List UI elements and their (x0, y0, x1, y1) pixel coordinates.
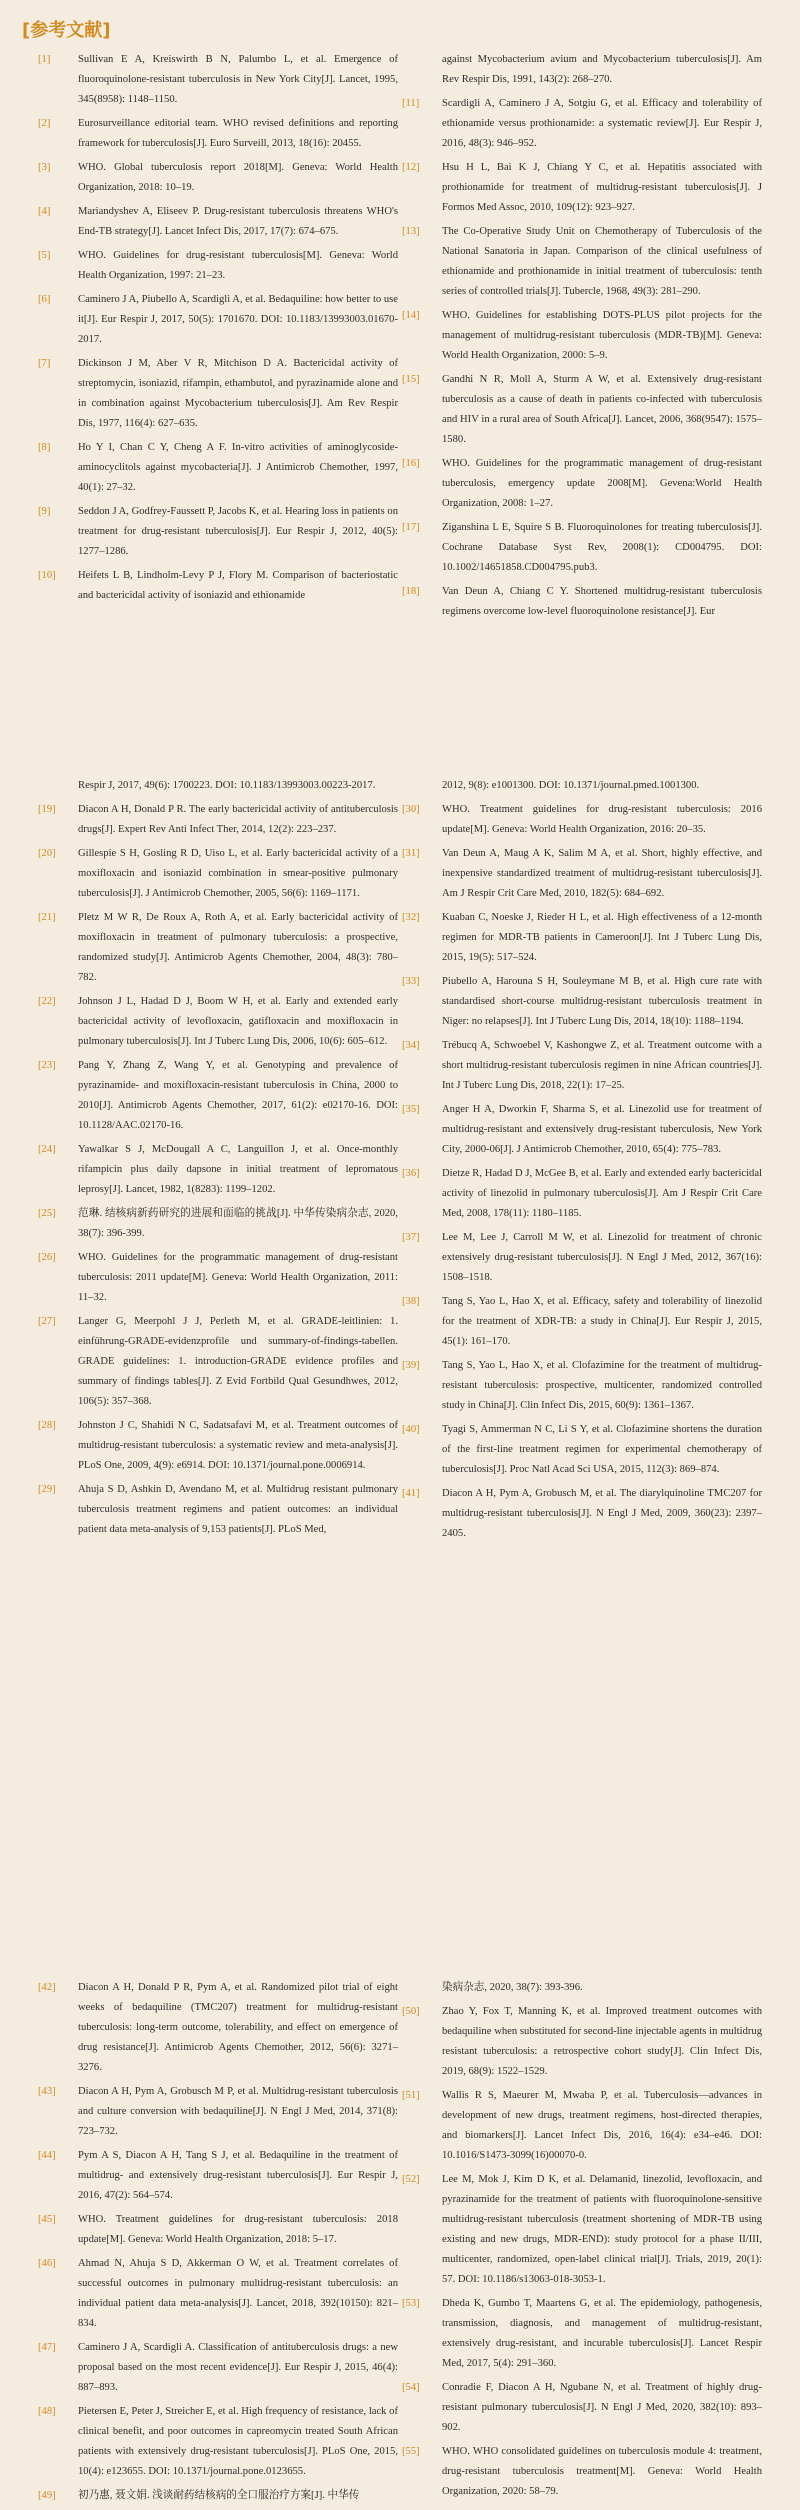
reference-number: [45] (38, 2214, 56, 2225)
reference-text: WHO. Treatment guidelines for drug-resistant tuberculosis: 2016 update[M]. Geneva: World Health Organization, 2016: 20–35. (442, 804, 762, 835)
reference-entry (38, 246, 398, 286)
reference-text: Kuaban C, Noeske J, Rieder H L, et al. High effectiveness of a 12-month regimen for MDR-TB patients in Cameroon[J]. Int J Tuberc Lung Dis, 2015, 19(5): 517–524. (442, 912, 762, 963)
reference-number: [42] (38, 1982, 56, 1993)
reference-number: [25] (38, 1208, 56, 1219)
reference-number: [27] (38, 1316, 56, 1327)
section-1-left-column (38, 50, 398, 610)
reference-text: Zhao Y, Fox T, Manning K, et al. Improved treatment outcomes with bedaquiline when substituted for second-line injectable agents in multidrug resistant tuberculosis: a retrospective cohort study[J]. Clin Infect Dis, 2019, 68(9): 1522–1529. (442, 2006, 762, 2077)
reference-number: [38] (402, 1296, 420, 1307)
reference-number: [9] (38, 506, 51, 517)
reference-text: Pletz M W R, De Roux A, Roth A, et al. Early bactericidal activity of moxifloxacin in treatment of pulmonary tuberculosis: a prospective, randomized study[J]. Antimicrob Agents Chemother, 2004, 48(3): 780–782. (78, 912, 398, 983)
reference-text: Van Deun A, Maug A K, Salim M A, et al. Short, highly effective, and inexpensive standardized treatment of multidrug-resistant tuberculosis[J]. Am J Respir Crit Care Med, 2010, 182(5): 684–692. (442, 848, 762, 899)
reference-number: [26] (38, 1252, 56, 1263)
reference-text: Caminero J A, Piubello A, Scardigli A, et al. Bedaquiline: how better to use it[J]. Eur Respir J, 2017, 50(5): 1701670. DOI: 10.1183/13993003.01670-2017. (78, 294, 398, 345)
reference-entry (38, 800, 398, 840)
reference-text: WHO. Treatment guidelines for drug-resistant tuberculosis: 2018 update[M]. Geneva: World Health Organization, 2018: 5–17. (78, 2214, 398, 2245)
reference-number: [8] (38, 442, 51, 453)
reference-entry (38, 438, 398, 498)
reference-text: Hsu H L, Bai K J, Chiang Y C, et al. Hepatitis associated with prothionamide for treatment of multidrug-resistant tuberculosis[J]. J Formos Med Assoc, 2010, 109(12): 923–927. (442, 162, 762, 213)
reference-number: [46] (38, 2258, 56, 2269)
reference-text: Trébucq A, Schwoebel V, Kashongwe Z, et al. Treatment outcome with a short multidrug-resistant tuberculosis regimen in nine African countries[J]. Int J Tuberc Lung Dis, 2018, 22(1): 17–25. (442, 1040, 762, 1091)
reference-text: Dietze R, Hadad D J, McGee B, et al. Early and extended early bactericidal activity of linezolid in pulmonary tuberculosis[J]. Am J Respir Crit Care Med, 2008, 178(11): 1180–1185. (442, 1168, 762, 1219)
reference-number: [3] (38, 162, 51, 173)
references-heading: [参考文献] (22, 20, 111, 41)
reference-text: Ahmad N, Ahuja S D, Akkerman O W, et al. Treatment correlates of successful outcomes in pulmonary multidrug-resistant tuberculosis: an individual patient data meta-analysis[J]. Lancet, 2018, 392(10150): 821–834. (78, 2258, 398, 2329)
reference-entry (38, 1978, 398, 2078)
reference-number: [23] (38, 1060, 56, 1071)
reference-entry (402, 2294, 762, 2374)
reference-continuation (402, 50, 762, 90)
reference-continuation (402, 1978, 762, 1998)
reference-number: [37] (402, 1232, 420, 1243)
reference-entry (38, 2402, 398, 2482)
reference-entry (402, 582, 762, 622)
reference-entry (38, 290, 398, 350)
reference-number: [10] (38, 570, 56, 581)
reference-text: Caminero J A, Scardigli A. Classification of antituberculosis drugs: a new proposal based on the most recent evidence[J]. Eur Respir J, 2015, 46(4): 887–893. (78, 2342, 398, 2393)
reference-entry (402, 1100, 762, 1160)
reference-text: Anger H A, Dworkin F, Sharma S, et al. Linezolid use for treatment of multidrug-resistant and extensively drug-resistant tuberculosis, New York City, 2000-06[J]. J Antimicrob Chemother, 2010, 65(4): 775–783. (442, 1104, 762, 1155)
reference-text: WHO. Global tuberculosis report 2018[M]. Geneva: World Health Organization, 2018: 10–19. (78, 162, 398, 193)
reference-number: [5] (38, 250, 51, 261)
reference-entry (38, 2210, 398, 2250)
reference-entry (38, 844, 398, 904)
reference-text: Tang S, Yao L, Hao X, et al. Efficacy, safety and tolerability of linezolid for the treatment of XDR-TB: a study in China[J]. Eur Respir J, 2015, 45(1): 161–170. (442, 1296, 762, 1347)
reference-text: Tyagi S, Ammerman N C, Li S Y, et al. Clofazimine shortens the duration of the first-line treatment regimen for experimental chemotherapy of tuberculosis[J]. Proc Natl Acad Sci USA, 2015, 112(3): 869–874. (442, 1424, 762, 1475)
reference-entry (402, 370, 762, 450)
reference-entry (402, 2442, 762, 2502)
reference-number: [17] (402, 522, 420, 533)
reference-entry (38, 2486, 398, 2506)
reference-number: [4] (38, 206, 51, 217)
reference-number: [44] (38, 2150, 56, 2161)
reference-text: Sullivan E A, Kreiswirth B N, Palumbo L, et al. Emergence of fluoroquinolone-resistant tuberculosis in New York City[J]. Lancet, 1995, 345(8958): 1148–1150. (78, 54, 398, 105)
reference-text: Dheda K, Gumbo T, Maartens G, et al. The epidemiology, pathogenesis, transmission, diagnosis, and management of multidrug-resistant, extensively drug-resistant, and incurable tuberculosis[J]. Lancet Respir Med, 2017, 5(4): 291–360. (442, 2298, 762, 2369)
reference-entry (38, 1056, 398, 1136)
reference-text: WHO. Guidelines for the programmatic management of drug-resistant tuberculosis: 2011 update[M]. Geneva: World Health Organization, 2011: 11–32. (78, 1252, 398, 1303)
reference-text: 初乃惠, 聂文娟. 浅谈耐药结核病的全口服治疗方案[J]. 中华传 (78, 2490, 360, 2501)
reference-entry (402, 2378, 762, 2438)
reference-text: Pietersen E, Peter J, Streicher E, et al. High frequency of resistance, lack of clinical benefit, and poor outcomes in capreomycin treated South African patients with extensively drug-resistant tuberculosis[J]. PLoS One, 2015, 10(4): e123655. DOI: 10.1371/journal.pone.0123655. (78, 2406, 398, 2477)
reference-number: [24] (38, 1144, 56, 1155)
reference-number: [6] (38, 294, 51, 305)
reference-text: 染病杂志, 2020, 38(7): 393-396. (442, 1982, 583, 1993)
reference-number: [35] (402, 1104, 420, 1115)
reference-number: [40] (402, 1424, 420, 1435)
reference-text: Diacon A H, Pym A, Grobusch M P, et al. Multidrug-resistant tuberculosis and culture conversion with bedaquiline[J]. N Engl J Med, 2014, 371(8): 723–732. (78, 2086, 398, 2137)
reference-number: [52] (402, 2174, 420, 2185)
reference-entry (38, 1140, 398, 1200)
reference-entry (402, 2170, 762, 2290)
reference-entry (402, 306, 762, 366)
reference-text: Diacon A H, Donald P R. The early bactericidal activity of antituberculosis drugs[J]. Expert Rev Anti Infect Ther, 2014, 12(2): 223–237. (78, 804, 398, 835)
reference-number: [28] (38, 1420, 56, 1431)
reference-number: [29] (38, 1484, 56, 1495)
reference-entry (38, 1416, 398, 1476)
reference-number: [32] (402, 912, 420, 923)
reference-text: Ahuja S D, Ashkin D, Avendano M, et al. Multidrug resistant pulmonary tuberculosis treatment regimens and patient outcomes: an individual patient data meta-analysis of 9,153 patients[J]. PLoS Med, (78, 1484, 398, 1535)
reference-number: [43] (38, 2086, 56, 2097)
reference-entry (38, 1312, 398, 1412)
reference-text: Van Deun A, Chiang C Y. Shortened multidrug-resistant tuberculosis regimens overcome low-level fluoroquinolone resistance[J]. Eur (442, 586, 762, 617)
reference-number: [41] (402, 1488, 420, 1499)
reference-text: Piubello A, Harouna S H, Souleymane M B, et al. High cure rate with standardised short-course multidrug-resistant tuberculosis treatment in Niger: no relapses[J]. Int J Tuberc Lung Dis, 2014, 18(10): 1188–1194. (442, 976, 762, 1027)
reference-text: Seddon J A, Godfrey-Faussett P, Jacobs K, et al. Hearing loss in patients on treatment for drug-resistant tuberculosis[J]. Eur Respir J, 2012, 40(5): 1277–1286. (78, 506, 398, 557)
reference-text: WHO. WHO consolidated guidelines on tuberculosis module 4: treatment, drug-resistant tuberculosis treatment[M]. Geneva: World Health Organization, 2020: 58–79. (442, 2446, 762, 2497)
reference-entry (38, 1204, 398, 1244)
reference-number: [50] (402, 2006, 420, 2017)
reference-number: [11] (402, 98, 420, 109)
reference-number: [14] (402, 310, 420, 321)
reference-entry (38, 566, 398, 606)
reference-text: Respir J, 2017, 49(6): 1700223. DOI: 10.1183/13993003.00223-2017. (78, 780, 376, 791)
reference-entry (402, 2086, 762, 2166)
reference-text: Wallis R S, Maeurer M, Mwaba P, et al. Tuberculosis—advances in development of new drugs, treatment regimens, host-directed therapies, and biomarkers[J]. Lancet Infect Dis, 2016, 16(4): e34–e46. DOI: 10.1016/S1473-3099(16)00070-0. (442, 2090, 762, 2161)
reference-entry (38, 114, 398, 154)
reference-text: WHO. Guidelines for establishing DOTS-PLUS pilot projects for the management of multidrug-resistant tuberculosis (MDR-TB)[M]. Geneva: World Health Organization, 2000: 5–9. (442, 310, 762, 361)
reference-entry (402, 1292, 762, 1352)
reference-number: [48] (38, 2406, 56, 2417)
reference-entry (402, 844, 762, 904)
reference-number: [39] (402, 1360, 420, 1371)
reference-continuation (402, 776, 762, 796)
reference-entry (402, 222, 762, 302)
reference-number: [1] (38, 54, 51, 65)
reference-number: [20] (38, 848, 56, 859)
reference-number: [18] (402, 586, 420, 597)
reference-number: [2] (38, 118, 51, 129)
reference-text: Diacon A H, Donald P R, Pym A, et al. Randomized pilot trial of eight weeks of bedaquiline (TMC207) treatment for multidrug-resistant tuberculosis: long-term outcome, tolerability, and effect on emergence of drug resistance[J]. Antimicrob Agents Chemother, 2012, 56(6): 3271–3276. (78, 1982, 398, 2073)
reference-entry (38, 354, 398, 434)
reference-text: Ho Y I, Chan C Y, Cheng A F. In-vitro activities of aminoglycoside-aminocyclitols against mycobacteria[J]. J Antimicrob Chemother, 1997, 40(1): 27–32. (78, 442, 398, 493)
reference-text: Lee M, Mok J, Kim D K, et al. Delamanid, linezolid, levofloxacin, and pyrazinamide for the treatment of patients with fluoroquinolone-sensitive multidrug-resistant tuberculosis (treatment shortening of MDR-TB using existing and new drugs, MDR-END): study protocol for a phase II/III, multicenter, randomized, open-label clinical trial[J]. Trials, 2019, 20(1): 57. DOI: 10.1186/s13063-018-3053-1. (442, 2174, 762, 2285)
reference-entry (402, 518, 762, 578)
reference-text: Pang Y, Zhang Z, Wang Y, et al. Genotyping and prevalence of pyrazinamide- and moxifloxacin-resistant tuberculosis in China, 2000 to 2010[J]. Antimicrob Agents Chemother, 2017, 61(2): e02170-16. DOI: 10.1128/AAC.02170-16. (78, 1060, 398, 1131)
reference-text: Eurosurveillance editorial team. WHO revised definitions and reporting framework for tuberculosis[J]. Euro Surveill, 2013, 18(16): 20455. (78, 118, 398, 149)
reference-text: Heifets L B, Lindholm-Levy P J, Flory M. Comparison of bacteriostatic and bactericidal activity of isoniazid and ethionamide (78, 570, 398, 601)
reference-number: [15] (402, 374, 420, 385)
reference-number: [36] (402, 1168, 420, 1179)
reference-number: [34] (402, 1040, 420, 1051)
reference-entry (402, 1420, 762, 1480)
reference-entry (402, 1228, 762, 1288)
reference-entry (402, 454, 762, 514)
reference-entry (402, 972, 762, 1032)
reference-number: [16] (402, 458, 420, 469)
reference-entry (38, 2082, 398, 2142)
reference-number: [19] (38, 804, 56, 815)
reference-number: [51] (402, 2090, 420, 2101)
section-2-right-column (402, 776, 762, 1548)
reference-number: [22] (38, 996, 56, 1007)
reference-text: against Mycobacterium avium and Mycobacterium tuberculosis[J]. Am Rev Respir Dis, 1991, 143(2): 268–270. (442, 54, 762, 85)
reference-text: Diacon A H, Pym A, Grobusch M, et al. The diarylquinoline TMC207 for multidrug-resistant tuberculosis[J]. N Engl J Med, 2009, 360(23): 2397–2405. (442, 1488, 762, 1539)
reference-entry (402, 1484, 762, 1544)
reference-entry (38, 1480, 398, 1540)
reference-number: [53] (402, 2298, 420, 2309)
reference-text: Langer G, Meerpohl J J, Perleth M, et al. GRADE-leitlinien: 1. einführung-GRADE-evidenzprofile und summary-of-findings-tabellen. GRADE guidelines: 1. introduction-GRADE evidence profiles and summary of findings tables[J]. Z Evid Fortbild Qual Gesundhwes, 2012, 106(5): 357–368. (78, 1316, 398, 1407)
reference-number: [54] (402, 2382, 420, 2393)
reference-number: [7] (38, 358, 51, 369)
section-1-right-column (402, 50, 762, 626)
reference-text: Dickinson J M, Aber V R, Mitchison D A. Bactericidal activity of streptomycin, isoniazid, rifampin, ethambutol, and pyrazinamide alone and in combination against Mycobacterium tuberculosis[J]. Am Rev Respir Dis, 1977, 116(4): 627–635. (78, 358, 398, 429)
reference-entry (38, 50, 398, 110)
reference-text: 范琳. 结核病新药研究的进展和面临的挑战[J]. 中华传染病杂志, 2020, 38(7): 396-399. (78, 1208, 398, 1239)
reference-number: [33] (402, 976, 420, 987)
reference-number: [12] (402, 162, 420, 173)
reference-entry (38, 2338, 398, 2398)
reference-number: [30] (402, 804, 420, 815)
reference-text: Ziganshina L E, Squire S B. Fluoroquinolones for treating tuberculosis[J]. Cochrane Database Syst Rev, 2008(1): CD004795. DOI: 10.1002/14651858.CD004795.pub3. (442, 522, 762, 573)
reference-entry (38, 2254, 398, 2334)
reference-entry (38, 908, 398, 988)
reference-entry (38, 502, 398, 562)
reference-text: Gandhi N R, Moll A, Sturm A W, et al. Extensively drug-resistant tuberculosis as a cause of death in patients co-infected with tuberculosis and HIV in a rural area of South Africa[J]. Lancet, 2006, 368(9547): 1575–1580. (442, 374, 762, 445)
reference-entry (38, 1248, 398, 1308)
reference-entry (402, 1164, 762, 1224)
section-3-right-column (402, 1978, 762, 2506)
reference-text: 2012, 9(8): e1001300. DOI: 10.1371/journal.pmed.1001300. (442, 780, 700, 791)
reference-text: Scardigli A, Caminero J A, Sotgiu G, et al. Efficacy and tolerability of ethionamide versus prothionamide: a systematic review[J]. Eur Respir J, 2016, 48(3): 946–952. (442, 98, 762, 149)
reference-text: Johnston J C, Shahidi N C, Sadatsafavi M, et al. Treatment outcomes of multidrug-resistant tuberculosis: a systematic review and meta-analysis[J]. PLoS One, 2009, 4(9): e6914. DOI: 10.1371/journal.pone.0006914. (78, 1420, 398, 1471)
reference-entry (402, 1036, 762, 1096)
reference-entry (38, 202, 398, 242)
reference-entry (402, 94, 762, 154)
section-3-left-column (38, 1978, 398, 2510)
reference-text: Conradie F, Diacon A H, Ngubane N, et al. Treatment of highly drug-resistant pulmonary tuberculosis[J]. N Engl J Med, 2020, 382(10): 893–902. (442, 2382, 762, 2433)
reference-entry (402, 2002, 762, 2082)
section-2-left-column (38, 776, 398, 1544)
reference-number: [21] (38, 912, 56, 923)
reference-text: Tang S, Yao L, Hao X, et al. Clofazimine for the treatment of multidrug-resistant tuberculosis: prospective, multicenter, randomized controlled study in China[J]. Clin Infect Dis, 2015, 60(9): 1361–1367. (442, 1360, 762, 1411)
reference-text: Johnson J L, Hadad D J, Boom W H, et al. Early and extended early bactericidal activity of levofloxacin, gatifloxacin and moxifloxacin in pulmonary tuberculosis[J]. Int J Tuberc Lung Dis, 2006, 10(6): 605–612. (78, 996, 398, 1047)
reference-continuation (38, 776, 398, 796)
reference-entry (38, 992, 398, 1052)
reference-number: [31] (402, 848, 420, 859)
reference-text: Lee M, Lee J, Carroll M W, et al. Linezolid for treatment of chronic extensively drug-resistant tuberculosis[J]. N Engl J Med, 2012, 367(16): 1508–1518. (442, 1232, 762, 1283)
reference-entry (402, 800, 762, 840)
reference-text: Gillespie S H, Gosling R D, Uiso L, et al. Early bactericidal activity of a moxifloxacin and isoniazid combination in smear-positive pulmonary tuberculosis[J]. J Antimicrob Chemother, 2005, 56(6): 1169–1171. (78, 848, 398, 899)
reference-entry (402, 1356, 762, 1416)
reference-text: WHO. Guidelines for the programmatic management of drug-resistant tuberculosis, emergency update 2008[M]. Gevena:World Health Organization, 2008: 1–27. (442, 458, 762, 509)
reference-entry (402, 158, 762, 218)
reference-number: [47] (38, 2342, 56, 2353)
reference-text: Pym A S, Diacon A H, Tang S J, et al. Bedaquiline in the treatment of multidrug- and extensively drug-resistant tuberculosis[J]. Eur Respir J, 2016, 47(2): 564–574. (78, 2150, 398, 2201)
reference-text: WHO. Guidelines for drug-resistant tuberculosis[M]. Geneva: World Health Organization, 1997: 21–23. (78, 250, 398, 281)
reference-text: The Co-Operative Study Unit on Chemotherapy of Tuberculosis of the National Sanatoria in Japan. Comparison of the clinical usefulness of ethionamide and prothionamide in initial treatment of tuberculosis: tenth series of controlled trials[J]. Tubercle, 1968, 49(3): 281–290. (442, 226, 762, 297)
reference-entry (38, 158, 398, 198)
reference-entry (402, 908, 762, 968)
reference-number: [49] (38, 2490, 56, 2501)
reference-number: [13] (402, 226, 420, 237)
reference-number: [55] (402, 2446, 420, 2457)
reference-text: Yawalkar S J, McDougall A C, Languillon J, et al. Once-monthly rifampicin plus daily dapsone in initial treatment of lepromatous leprosy[J]. Lancet, 1982, 1(8283): 1199–1202. (78, 1144, 398, 1195)
reference-text: Mariandyshev A, Eliseev P. Drug-resistant tuberculosis threatens WHO's End-TB strategy[J]. Lancet Infect Dis, 2017, 17(7): 674–675. (78, 206, 398, 237)
reference-entry (38, 2146, 398, 2206)
